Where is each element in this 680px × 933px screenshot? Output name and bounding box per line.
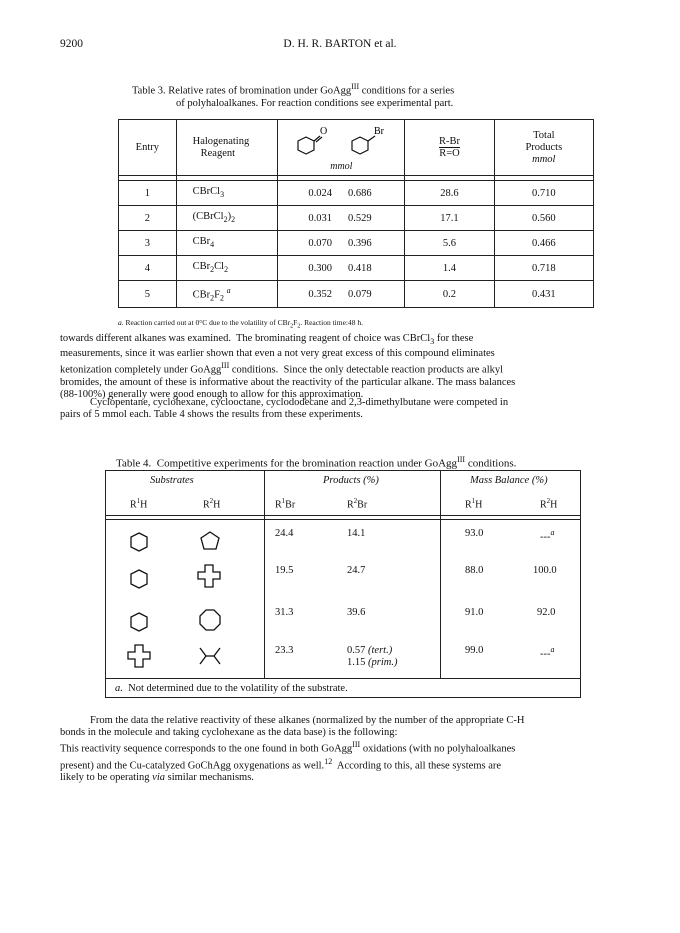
products-header: Products (%): [323, 475, 379, 486]
mmol-cell: 0.300 0.418: [278, 256, 405, 281]
substrate-structures: [105, 520, 264, 678]
cyclohexanone-bromocyclohexane-structures: [278, 123, 404, 163]
ratio-cell: 0.2: [405, 281, 494, 308]
ratio-cell: 1.4: [405, 256, 494, 281]
table3-footnote: a. Reaction carried out at 0°C due to the volatility of $CBr_2F_2$. Reaction time:48 h.: [118, 318, 364, 330]
mass-balance-header: Mass Balance (%): [470, 475, 548, 486]
reagent-cell: $CBr_2Cl_2$: [176, 256, 278, 281]
table4-divider: [440, 470, 441, 678]
r2h-header: $R^2H$: [203, 497, 221, 511]
r1br-cell: 19.5: [275, 565, 294, 576]
paragraph-1-line: towards different alkanes was examined. The brominating reagent of choice was CBrCl$_3$ for these: [60, 333, 474, 347]
mmol-header: [278, 120, 405, 176]
total-cell: 0.710: [494, 181, 593, 206]
mass-r1h-cell: 91.0: [465, 607, 484, 618]
paragraph-3: [60, 715, 622, 784]
r1br-header: $R^1Br$: [275, 497, 296, 511]
total-cell: 0.560: [494, 206, 593, 231]
cyclododecane-icon: [198, 565, 220, 587]
total-cell: 0.431: [494, 281, 593, 308]
running-title: D. H. R. BARTON et al.: [283, 38, 397, 50]
table4-foot-rule: [105, 678, 581, 679]
entry-cell: 1: [119, 181, 177, 206]
r2br-cell: 0.57 (tert.) 1.15 (prim.): [347, 645, 398, 668]
r1br-cell: 23.3: [275, 645, 294, 656]
paragraph-3-line: From the data the relative reactivity of these alkanes (normalized by the number of the appropriate C-H: [90, 715, 525, 726]
paragraph-2-line: Cyclopentane, cyclohexane, cyclooctane, cyclododecane and 2,3-dimethylbutane were competed in: [90, 397, 509, 408]
ratio-cell: 5.6: [405, 231, 494, 256]
r1h-header: $R^1H$: [130, 497, 148, 511]
paragraph-3-line: bonds in the molecule and taking cyclohexane as the data base) is the following:: [60, 727, 398, 738]
mass-r1h-header: $R^1H$: [465, 497, 483, 511]
cyclooctane-icon: [200, 610, 220, 630]
mass-r2h-cell: ---$^a$: [540, 528, 555, 543]
paragraph-1-line: measurements, since it was earlier shown that even a not very great excess of this compound eliminates: [60, 348, 495, 360]
cyclopentane-icon: [201, 532, 219, 549]
cyclohexane-icon: [131, 570, 147, 588]
reagent-cell: CBrCl$_3$: [176, 181, 278, 206]
ratio-header: $\frac{R-Br}{R=O}$: [405, 120, 494, 176]
total-cell: 0.718: [494, 256, 593, 281]
reagent-header: Halogenating Reagent: [176, 120, 278, 176]
table4-divider: [264, 470, 265, 678]
mass-r2h-header: $R^2H$: [540, 497, 558, 511]
mass-r1h-cell: 93.0: [465, 528, 484, 539]
cyclododecane-icon: [128, 645, 150, 667]
table3-row: [119, 206, 594, 231]
total-cell: 0.466: [494, 231, 593, 256]
paragraph-1: [60, 333, 622, 401]
table3-row: [119, 231, 594, 256]
reagent-cell: $(CBrCl_2)_2$: [176, 206, 278, 231]
bromocyclohexane-ring-icon: [352, 137, 368, 154]
reagent-cell: $CBr_2F_2$ $^a$: [176, 281, 278, 308]
entry-cell: 5: [119, 281, 177, 308]
dimethylbutane-icon: [200, 648, 220, 664]
table4-head-rule: [105, 515, 581, 516]
entry-cell: 4: [119, 256, 177, 281]
paragraph-1-line: ketonization completely under GoAgg$^{III}$ conditions. Since the only detectable reaction products are alkyl: [60, 361, 504, 376]
mmol-label: mmol: [330, 161, 353, 172]
mmol-cell: 0.031 0.529: [278, 206, 405, 231]
table3-row: [119, 256, 594, 281]
entry-cell: 3: [119, 231, 177, 256]
mass-r1h-cell: 99.0: [465, 645, 484, 656]
mmol-cell: 0.024 0.686: [278, 181, 405, 206]
paragraph-1-line: bromides, the amount of these is informative about the reactivity of the particular alkane. The mass balances: [60, 376, 516, 388]
bromide-label: Br: [374, 126, 385, 137]
substrates-header: Substrates: [150, 475, 194, 486]
paragraph-3-line: likely to be operating via similar mechanisms.: [60, 772, 254, 783]
table3-row: [119, 281, 594, 308]
table3-caption: Table 3. Relative rates of bromination under GoAgg$^{III}$ conditions for a series of polyhaloalkanes. For reaction conditions see experimental part.: [132, 82, 455, 109]
r2br-cell: 39.6: [347, 607, 366, 618]
page-number: 9200: [60, 38, 83, 50]
ketone-oxygen-label: O: [320, 126, 328, 137]
paragraph-3-line: present) and the Cu-catalyzed GoChAgg oxygenations as well.$^{12}$ According to this, all these systems are: [60, 756, 502, 771]
paragraph-2-line: pairs of 5 mmol each. Table 4 shows the results from these experiments.: [60, 409, 363, 420]
paragraph-1-line: (88-100%) generally were good enough to allow for this approximation.: [60, 388, 364, 400]
cyclohexanone-ring-icon: [298, 137, 314, 154]
total-header: Total Products mmol: [494, 120, 593, 176]
r2br-cell: 24.7: [347, 565, 366, 576]
entry-cell: 2: [119, 206, 177, 231]
mass-r1h-cell: 88.0: [465, 565, 484, 576]
table4-footnote: a. Not determined due to the volatility of the substrate.: [115, 683, 348, 694]
mass-r2h-cell: ---$^a$: [540, 645, 555, 660]
entry-header: Entry: [119, 120, 177, 176]
table3-row: [119, 181, 594, 206]
ratio-cell: 28.6: [405, 181, 494, 206]
table3-header-row: [119, 120, 594, 176]
table4-caption: Table 4. Competitive experiments for the bromination reaction under GoAgg$^{III}$ conditions.: [116, 455, 517, 470]
r1br-cell: 24.4: [275, 528, 294, 539]
reagent-cell: CBr$_4$: [176, 231, 278, 256]
cyclohexane-icon: [131, 533, 147, 551]
cyclohexane-icon: [131, 613, 147, 631]
r1br-cell: 31.3: [275, 607, 294, 618]
mmol-cell: 0.352 0.079: [278, 281, 405, 308]
mmol-cell: 0.070 0.396: [278, 231, 405, 256]
paragraph-3-line: This reactivity sequence corresponds to the one found in both GoAgg$^{III}$ oxidations (with no polyhaloalkanes: [60, 740, 516, 755]
mass-r2h-cell: 100.0: [533, 565, 557, 576]
r2br-cell: 14.1: [347, 528, 366, 539]
table3: [118, 119, 594, 308]
ratio-cell: 17.1: [405, 206, 494, 231]
paragraph-2: [60, 397, 622, 421]
r2br-header: $R^2Br$: [347, 497, 368, 511]
mass-r2h-cell: 92.0: [537, 607, 556, 618]
